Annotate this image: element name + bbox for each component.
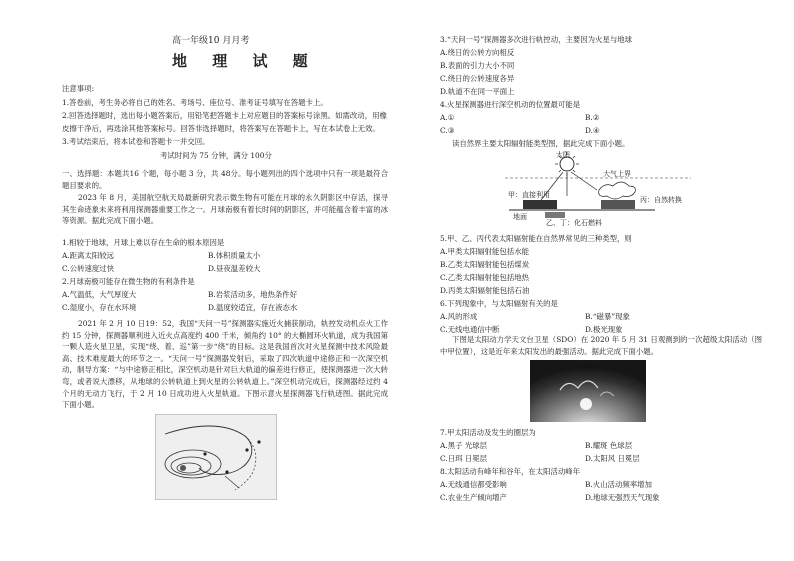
q4-option-d: D.④: [585, 126, 600, 135]
passage-2: 2021 年 2 月 10 日19：52，我国“天问一号”探测器实施近火捕获制动，轨控发动机点火工作约 15 分钟，探测器顺利进入近火点高度约 400 千米，倾角约 10° 的大椭圆环火轨道，成为我国第一颗人造火星卫星，实现“绕、着、巡”第一步“绕”的目标。这是我国首次对火星探测中技术风险最高、技术难度最大的环节之一。“天问一号”探测器发射后，采取了四次轨道中途修正和一次深空机动，制导方案：“与中途修正相比，深空机动是针对巨大轨道的偏差进行修正，使探测器进一次大转弯，或者说大漂移，从地球的公转轨道上到火星的公转轨道上。”深空机动完成后，探测器经过约 4 个月的无动力飞行，于 2 月 10 日成功进入火星轨道。下图示意火星探测器飞行轨迹图。据此完成下面小题。: [62, 319, 388, 410]
ground-label: 地面: [513, 213, 527, 221]
sun-label: 太阳: [556, 151, 570, 159]
exam-time: 考试时间为 75 分钟，满分 100分: [160, 151, 272, 160]
passage-4: 下图是太阳动力学天文台卫星（SDO）在 2020 年 5 月 31 日观测到的一次超级太阳活动（图中甲位置），这是近年来太阳发出的最强活动。据此完成下面小题。: [440, 335, 762, 356]
q8-option-b: B.火山活动频率增加: [585, 480, 652, 489]
q6-option-a: A.风的形成: [440, 312, 478, 321]
q5-option-c: C.乙类太阳辐射能包括地热: [440, 273, 530, 282]
cloud-icon: [599, 182, 636, 199]
notice-item: 1.答卷前，考生务必将自己的姓名、考场号、座位号、准考证号填写在答题卡上。: [62, 98, 328, 107]
q4-option-b: B.②: [585, 113, 600, 122]
notice-item: 3.考试结束后，将本试卷和答题卡一并交回。: [62, 137, 210, 146]
q3-option-b: B.表面的引力大小不同: [440, 61, 515, 70]
collector-panel: [523, 200, 557, 209]
q3-option-d: D.轨道不在同一平面上: [440, 87, 515, 96]
passage-1: 2023 年 8 月，美国航空航天局最新研究表示微生物有可能在月球的永久阴影区中存活，探寻其生命迹象未来将利用探测器重要工作之一。月球南极有着长时间的阴影区，并可能蕴含着丰富的冰等资源。据此完成下面小题。: [62, 193, 388, 226]
q4-option-c: C.③: [440, 126, 455, 135]
q1-option-a: A.距离太阳较远: [62, 251, 115, 260]
question-7-stem: 7.甲太阳活动及发生的圈层为: [440, 428, 536, 437]
q6-option-b: B.“磁暴”现象: [585, 312, 630, 321]
q3-option-c: C.绕日的公转速度各异: [440, 74, 515, 83]
question-5-stem: 5.甲、乙、丙代表太阳辐射能在自然界常见的三种类型，则: [440, 234, 632, 243]
q7-option-c: C.日珥 日冕层: [440, 454, 488, 463]
question-1-stem: 1.相较于地球，月球上难以存在生命的根本原因是: [62, 238, 225, 247]
bing-label: 丙：自然转换: [640, 196, 682, 204]
q2-option-a: A.气温低，大气厚度大: [62, 290, 137, 299]
passage-3: 读自然界主要太阳辐射能类型图，据此完成下面小题。: [452, 139, 630, 148]
jia-label: 甲：直接利用: [508, 191, 550, 199]
q1-option-d: D.昼夜温差较大: [208, 264, 261, 273]
q4-option-a: A.①: [440, 113, 455, 122]
question-4-stem: 4.火星探测器进行深空机动的位置最可能是: [440, 100, 581, 109]
q2-option-b: B.岩浆活动多，地热条件好: [208, 290, 298, 299]
q1-option-c: C.公转速度过快: [62, 264, 115, 273]
q1-option-b: B.体积质量太小: [208, 251, 261, 260]
atmosphere-top-label: 大气上界: [603, 170, 631, 178]
mars-probe-trajectory-figure: [155, 414, 277, 500]
q7-option-b: B.耀斑 色球层: [585, 441, 633, 450]
solar-activity-photo: [530, 360, 646, 422]
question-8-stem: 8.太阳活动有峰年和谷年，在太阳活动峰年: [440, 467, 581, 476]
q2-option-d: D.温度较适宜，存在液态水: [208, 303, 298, 312]
q3-option-a: A.绕日的公转方向相反: [440, 48, 515, 57]
q8-option-d: D.地球无强烈天气现象: [585, 493, 660, 502]
q5-option-a: A.甲类太阳辐射能包括水能: [440, 247, 529, 256]
q7-option-a: A.黑子 光球层: [440, 441, 487, 450]
natural-conversion-block: [601, 200, 635, 209]
q8-option-c: C.农业生产倾向增产: [440, 493, 507, 502]
q8-option-a: A.无线通信都受影响: [440, 480, 507, 489]
question-3-stem: 3.“天问一号”探测器多次进行轨控动，主要因为火星与地球: [440, 35, 632, 44]
q6-option-c: C.无线电通信中断: [440, 325, 500, 334]
q5-option-d: D.丙类太阳辐射能包括石油: [440, 286, 530, 295]
notice-heading: 注意事项:: [62, 84, 95, 93]
q2-option-c: C.湿度小，存在水环境: [62, 303, 137, 312]
section-intro: 一、选择题：本题共16 个题，每小题 3 分，共 48分。每小题列出的四个选项中只有一项是最符合题目要求的。: [62, 169, 388, 190]
exam-subtitle: 高一年级10 月月考: [172, 36, 250, 46]
exam-title: 地 理 试 题: [172, 52, 318, 70]
question-6-stem: 6.下列现象中，与太阳辐射有关的是: [440, 299, 558, 308]
question-2-stem: 2.月球南极可能存在微生物的有利条件是: [62, 277, 195, 286]
q7-option-d: D.太阳风 日冕层: [585, 454, 640, 463]
fossil-fuel-label: 乙、丁：化石燃料: [546, 219, 602, 227]
notice-item: 皮擦干净后，再选涂其他答案标号。回答非选择题时，将答案写在答题卡上，写在本试卷上无效。: [62, 124, 380, 133]
solar-radiation-diagram: [505, 150, 691, 230]
q6-option-d: D.极光现象: [585, 325, 623, 334]
notice-item: 2.回答选择题时，选出每小题答案后，用铅笔把答题卡上对应题目的答案标号涂黑。如需改动，用橡: [62, 111, 387, 120]
q5-option-b: B.乙类太阳辐射能包括煤炭: [440, 260, 530, 269]
